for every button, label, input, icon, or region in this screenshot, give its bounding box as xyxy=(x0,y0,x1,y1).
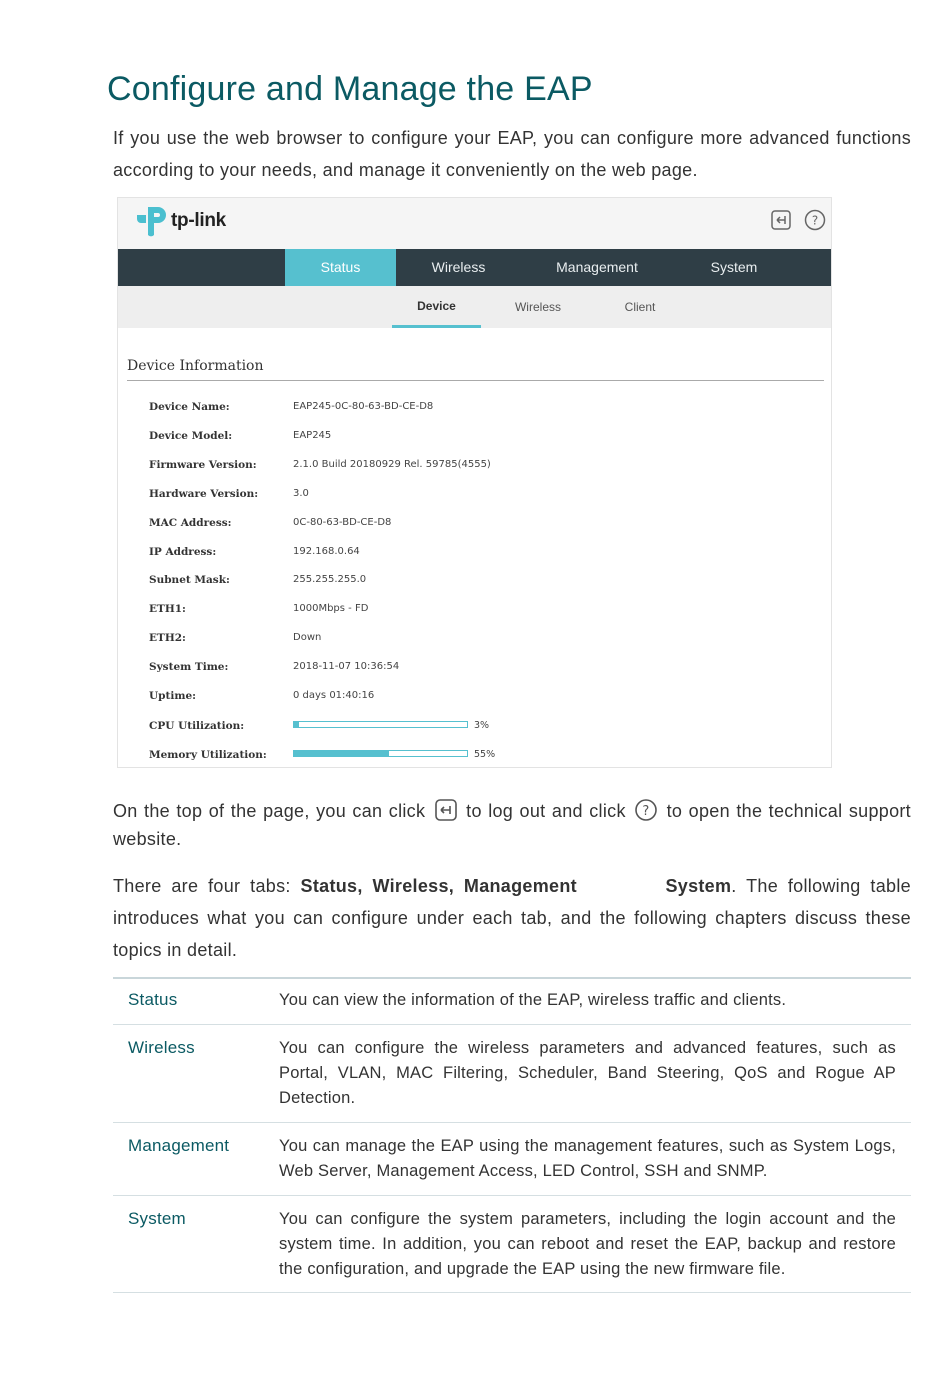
device-info-row xyxy=(118,401,831,421)
table-term-management: Management xyxy=(128,1136,230,1155)
device-info-row xyxy=(118,459,831,479)
device-info-label: ETH2: xyxy=(149,632,186,645)
tab-status[interactable]: Status xyxy=(285,249,396,286)
device-info-label: Hardware Version: xyxy=(149,487,259,500)
sub-nav xyxy=(118,286,831,328)
device-info-value: 3.0 xyxy=(293,487,309,499)
device-info-value: 192.168.0.64 xyxy=(293,545,360,557)
device-info-value: 1000Mbps - FD xyxy=(293,603,369,615)
subtab-device[interactable]: Device xyxy=(392,286,481,328)
table-top-rule xyxy=(113,977,911,979)
page-title: Configure and Manage the EAP xyxy=(107,70,593,108)
logout-icon xyxy=(434,798,458,822)
device-info-row xyxy=(118,430,831,450)
device-info-row xyxy=(118,574,831,594)
device-info-label: System Time: xyxy=(149,661,229,674)
device-info-row xyxy=(118,488,831,508)
help-icon[interactable] xyxy=(804,209,826,231)
svg-text:?: ? xyxy=(811,213,819,228)
section-divider xyxy=(127,380,824,381)
table-desc-wireless: You can configure the wireless parameters and advanced features, such as Portal, VLAN, MAC Filtering, Scheduler, Band Steering, QoS and Rogue AP Detection. xyxy=(279,1039,896,1107)
device-info-label: IP Address: xyxy=(149,545,217,558)
device-info-value: 0C-80-63-BD-CE-D8 xyxy=(293,516,392,528)
device-info-row xyxy=(118,517,831,537)
memory-utilization-row xyxy=(118,749,831,769)
device-info-row xyxy=(118,603,831,623)
eap-web-ui-screenshot xyxy=(117,197,832,768)
device-info-label: ETH1: xyxy=(149,603,186,616)
icon-explanation-paragraph xyxy=(113,797,911,853)
device-info-label: Subnet Mask: xyxy=(149,574,230,587)
device-info-label: Firmware Version: xyxy=(149,458,257,471)
device-info-value: EAP245 xyxy=(293,429,332,441)
table-row-divider xyxy=(113,1024,911,1025)
logout-icon[interactable] xyxy=(770,209,792,231)
device-info-value: 255.255.255.0 xyxy=(293,574,367,586)
device-info-value: 0 days 01:40:16 xyxy=(293,690,375,701)
table-term-wireless: Wireless xyxy=(128,1038,195,1057)
table-desc-status: You can view the information of the EAP, wireless traffic and clients. xyxy=(279,991,787,1009)
device-info-value: 2.1.0 Build 20180929 Rel. 59785(4555) xyxy=(293,458,491,470)
device-info-row xyxy=(118,690,831,710)
device-info-value: 2018-11-07 10:36:54 xyxy=(293,661,400,673)
cpu-utilization-bar xyxy=(293,721,468,728)
tab-system[interactable]: System xyxy=(710,259,758,275)
device-info-label: Device Model: xyxy=(149,429,233,442)
para3-text-2: . The following table introduces what you can configure under each tab, and the following chapters discuss these topics in detail. xyxy=(113,876,911,960)
main-nav xyxy=(118,249,831,286)
table-row-divider xyxy=(113,1195,911,1196)
table-desc-system: You can configure the system parameters, including the login account and the system time. In addition, you can reboot and reset the EAP, backup and restore the configuration, and upgrade the EAP using the new firmware file. xyxy=(279,1210,896,1278)
memory-utilization-value: 55% xyxy=(474,749,496,760)
para3-text-1: There are four tabs: xyxy=(113,876,291,896)
table-term-system: System xyxy=(128,1209,186,1228)
subtab-client[interactable]: Client xyxy=(624,300,656,314)
memory-utilization-fill xyxy=(294,751,389,756)
device-info-row xyxy=(118,632,831,652)
para2-text-3: to open the technical support website. xyxy=(113,801,911,849)
cpu-utilization-fill xyxy=(294,722,299,727)
device-info-value: Down xyxy=(293,632,322,644)
cpu-utilization-row xyxy=(118,720,831,740)
memory-utilization-bar xyxy=(293,750,468,757)
ui-header xyxy=(118,198,831,249)
subtab-wireless[interactable]: Wireless xyxy=(514,300,561,314)
table-bottom-rule xyxy=(113,1292,911,1293)
tab-management[interactable]: Management xyxy=(556,259,638,275)
table-row-divider xyxy=(113,1122,911,1123)
intro-paragraph: If you use the web browser to configure your EAP, you can configure more advanced functions according to your needs, and manage it conveniently on the web page. xyxy=(113,128,911,180)
device-info-row xyxy=(118,661,831,681)
device-information-heading: Device Information xyxy=(127,358,264,374)
table-term-status: Status xyxy=(128,990,178,1009)
device-info-label: Uptime: xyxy=(149,690,197,702)
cpu-utilization-value: 3% xyxy=(474,720,490,731)
para3-bold-system: System xyxy=(665,876,732,896)
device-info-row xyxy=(118,546,831,566)
para2-text-2: to log out and click xyxy=(466,801,626,821)
logo-text: tp-link xyxy=(171,210,226,231)
device-info-value: EAP245-0C-80-63-BD-CE-D8 xyxy=(293,401,434,412)
help-icon xyxy=(634,798,658,822)
device-info-label: Device Name: xyxy=(149,401,230,413)
svg-text:?: ? xyxy=(642,804,650,820)
cpu-utilization-label: CPU Utilization: xyxy=(149,720,245,732)
tp-link-logo-icon xyxy=(134,203,168,239)
para2-text-1: On the top of the page, you can click xyxy=(113,801,426,821)
tabs-intro-paragraph xyxy=(113,870,911,966)
memory-utilization-label: Memory Utilization: xyxy=(149,749,267,761)
device-info-label: MAC Address: xyxy=(149,516,232,529)
table-desc-management: You can manage the EAP using the management features, such as System Logs, Web Server, Management Access, LED Control, SSH and SNMP. xyxy=(279,1137,896,1180)
para3-bold-tabs: Status, Wireless, Management xyxy=(300,876,577,896)
tab-wireless[interactable]: Wireless xyxy=(431,259,486,275)
